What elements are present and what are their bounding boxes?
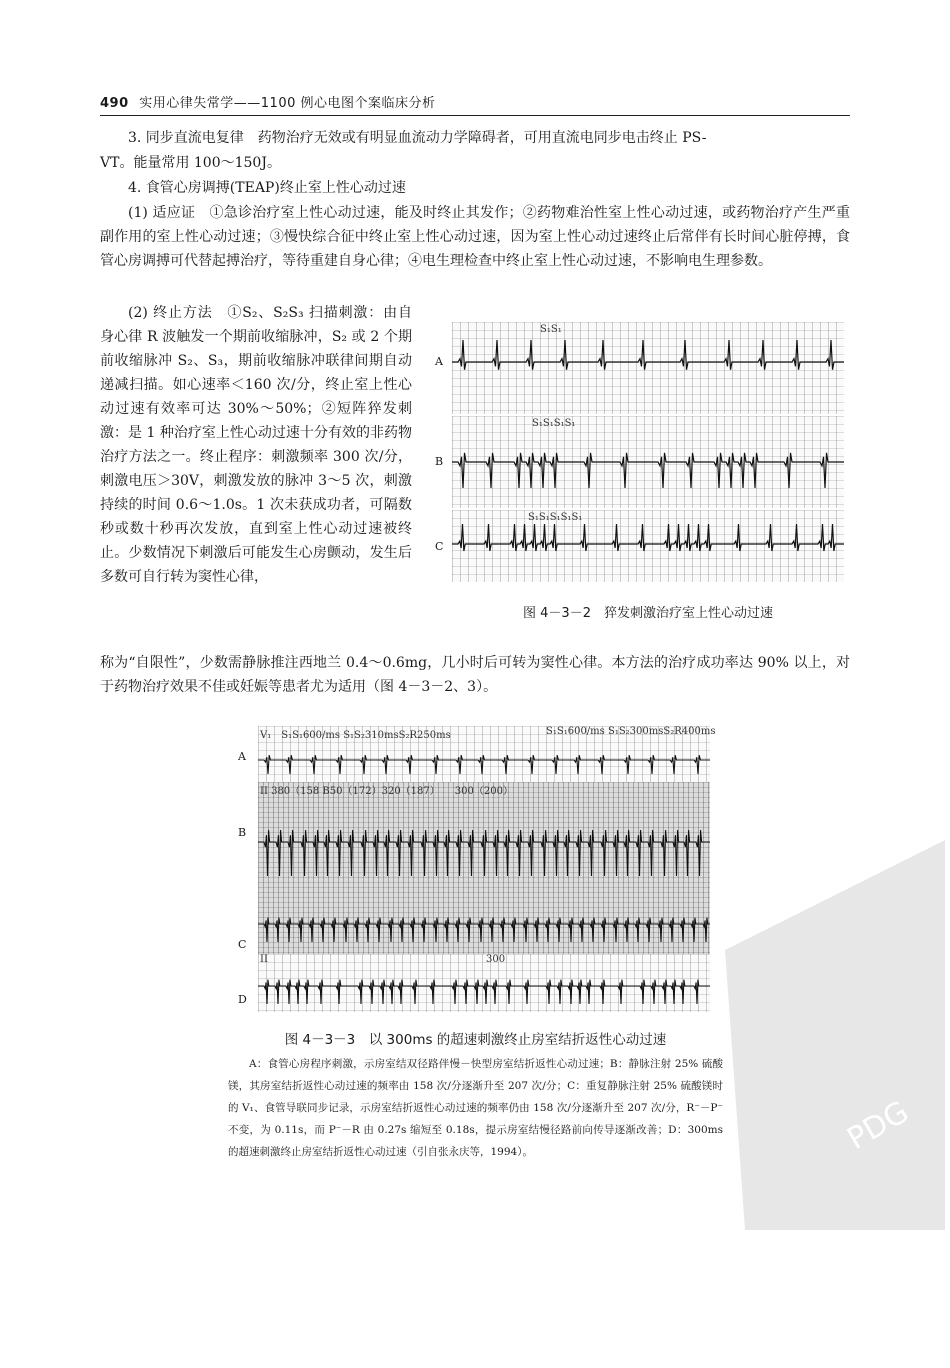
fig3-strip-d-lead: II xyxy=(260,954,268,965)
fig2-row-a-label: A xyxy=(435,355,443,368)
library-stamp-watermark-icon xyxy=(705,830,945,1230)
section-4-methods: (2) 终止方法 ①S₂、S₂S₃ 扫描刺激：由自身心律 R 波触发一个期前收缩脉冲，S₂ 或 2 个期前收缩脉冲 S₂、S₃，期前收缩脉冲联律间期自动递减扫描。如心速率＜160 次/分，终止室上性心动过速有效率可达 30%～50%；②短阵猝发刺激：是 1 种治疗室上性心动过速十分有效的非药物治疗方法之一。终止程序：刺激频率 300 次/分，刺激电压＞30V，刺激发放的脉冲 3～5 次，刺激持续的时间 0.6～1.0s。1 次未获成功者，可隔数秒或数十秒再次发放，直到室上性心动过速被终止。少数情况下刺激后可能发生心房颤动，发生后多数可自行转为窦性心律， xyxy=(100,305,412,585)
fig2-strip-c-stim-label: S₁S₁S₁S₁S₁ xyxy=(528,512,583,523)
fig3-row-c-label: C xyxy=(238,938,247,951)
running-header xyxy=(100,92,850,111)
fig3-ecg-strip-b xyxy=(258,782,710,892)
fig3-strip-a-label-left: V₁ S₁S₁600/ms S₁S₂310msS₂R250ms xyxy=(260,730,451,741)
fig3-caption: 图 4－3－3 以 300ms 的超速刺激终止房室结折返性心动过速 xyxy=(284,1032,667,1048)
fig3-legend-note: A：食管心房程序刺激，示房室结双径路伴慢－快型房室结折返性心动过速；B：静脉注射 25% 硫酸镁，其房室结折返性心动过速的频率由 158 次/分逐渐升至 207 次/分；C：重复静脉注射 25% 硫酸镁时的 V₁、食管导联同步记录，示房室结折返性心动过速的频率仍由 158 次/分逐渐升至 207 次/分，R⁻－P⁻不变，为 0.11s，而 P⁻－R 由 0.27s 缩短至 0.18s，提示房室结慢径路前向传导逐渐改善；D：300ms 的超速刺激终止房室结折返性心动过速（引自张永庆等，1994）。 xyxy=(228,1058,723,1158)
book-title: 实用心律失常学——1100 例心电图个案临床分析 xyxy=(139,96,436,111)
section-3-line-2: VT。能量常用 100～150J。 xyxy=(100,155,281,171)
fig2-ecg-strip-a xyxy=(452,322,844,414)
fig3-ecg-strip-c xyxy=(258,892,710,954)
fig2-strip-a-stim-label: S₁S₁ xyxy=(540,324,562,335)
fig3-strip-a-label-right: S₁S₁600/ms S₁S₂300msS₂R400ms xyxy=(546,726,716,737)
fig3-strip-b-label: II 380（158 B50（172）320（187） 300（200） xyxy=(260,786,513,797)
fig3-row-b-label: B xyxy=(238,826,247,839)
fig2-ecg-strip-c xyxy=(452,510,844,582)
fig3-row-a-label: A xyxy=(238,750,246,763)
fig2-ecg-strip-b xyxy=(452,416,844,508)
section-3-line-1: 3. 同步直流电复律 药物治疗无效或有明显血流动力学障碍者，可用直流电同步电击终止 PS- xyxy=(128,130,707,146)
fig3-row-d-label: D xyxy=(238,993,247,1006)
section-4-indications: (1) 适应证 ①急诊治疗室上性心动过速，能及时终止其发作；②药物难治性室上性心动过速，或药物治疗产生严重副作用的室上性心动过速；③慢快综合征中终止室上性心动过速，因为室上性心动过速终止后常伴有长时间心脏停搏，食管心房调搏可代替起搏治疗，等待重建自身心律；④电生理检查中终止室上性心动过速，不影响电生理参数。 xyxy=(100,205,850,269)
watermark-text: PDG xyxy=(841,1094,915,1157)
header-rule xyxy=(100,115,850,116)
fig3-ecg-strip-a xyxy=(258,726,716,782)
page-number: 490 xyxy=(100,96,129,111)
section-4-title: 4. 食管心房调搏(TEAP)终止室上性心动过速 xyxy=(128,180,406,196)
fig2-strip-b-stim-label: S₁S₁S₁S₁ xyxy=(532,418,576,429)
fig2-caption: 图 4－3－2 猝发刺激治疗室上性心动过速 xyxy=(523,606,773,621)
fig2-row-b-label: B xyxy=(435,455,444,468)
fig3-strip-d-label: 300 xyxy=(486,954,506,965)
section-4-methods-cont: 称为“自限性”，少数需静脉推注西地兰 0.4～0.6mg，几小时后可转为窦性心律。本方法的治疗成功率达 90% 以上，对于药物治疗效果不佳或妊娠等患者尤为适用（图 4－3－2、3）。 xyxy=(100,655,850,695)
fig3-ecg-strip-d xyxy=(258,954,710,1012)
fig2-row-c-label: C xyxy=(435,540,444,553)
